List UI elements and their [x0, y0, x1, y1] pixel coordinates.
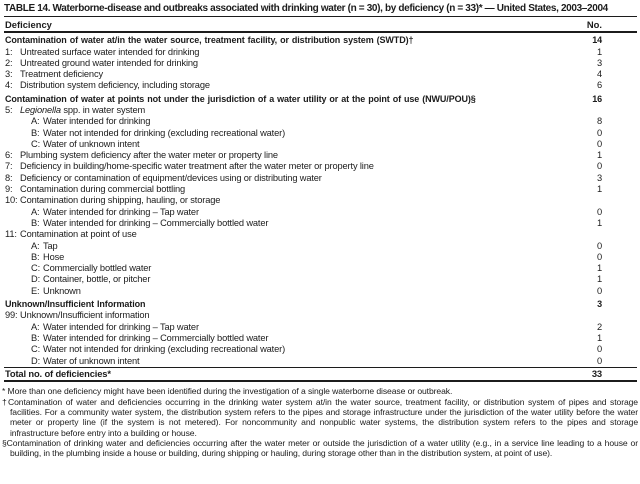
row-text: Water intended for drinking – Tap water [43, 321, 199, 332]
row-number: 8: [5, 172, 13, 183]
row-label [5, 310, 557, 321]
row-text: Unknown [43, 285, 81, 296]
row-label [5, 105, 557, 116]
row-text: Plumbing system deficiency after the water meter or property line [20, 150, 278, 161]
row-count: 1 [596, 263, 602, 274]
footnote: §Contamination of drinking water and deficiencies occurring after the water meter or outside the jurisdiction of a water utility (e.g., in a service line leading to a house or building, in the plumbing inside a house or building, during shipping or hauling, during storage other than in the distribution system, at point of use). [2, 437, 638, 459]
table-row [4, 116, 637, 127]
row-number: 3: [5, 69, 13, 80]
footnotes [4, 386, 638, 458]
row-label [5, 195, 557, 206]
row-text: Tap [43, 240, 58, 251]
row-text: Contamination of water at points not under the jurisdiction of a water utility or at the point of use (NWU/POU)§ [5, 93, 476, 104]
row-text: spp. in water system [60, 104, 146, 115]
row-number: C: [31, 138, 40, 149]
row-count: 0 [596, 206, 602, 217]
row-count: 8 [596, 116, 602, 127]
row-count: 0 [596, 127, 602, 138]
row-label [31, 218, 557, 229]
table-row [4, 263, 637, 274]
row-number: C: [31, 263, 40, 274]
table-row [4, 161, 637, 172]
row-number: 7: [5, 161, 13, 172]
row-label [5, 58, 557, 69]
table-header-row [4, 17, 637, 31]
row-count: 6 [596, 80, 602, 91]
row-label [31, 344, 557, 355]
row-count: 0 [596, 355, 602, 366]
row-label [31, 286, 557, 297]
row-number: C: [31, 344, 40, 355]
table-row [4, 207, 637, 218]
footnote: †Contamination of water and deficiencies occurring in the drinking water system at/in the water source, treatment facility, or distribution system of pipes and storage facilities. For a community water system, the distribution system refers to the pipes and storage infrastructure under the jurisdiction of the water utility before the water meter or property line (if the system is not metered). For noncommunity and nonpublic water systems, the distribution system refers to the pipes and storage infrastructure before entry into a building or house. [2, 396, 638, 438]
row-text: Hose [43, 251, 65, 262]
row-number: A: [31, 116, 40, 127]
table-row [4, 195, 637, 206]
row-label [5, 173, 557, 184]
row-count: 1 [596, 217, 602, 228]
row-number: 99: [5, 310, 18, 321]
table-row [4, 322, 637, 333]
table-row [4, 252, 637, 263]
row-text: Commercially bottled water [43, 263, 152, 274]
row-count: 0 [596, 138, 602, 149]
row-count: 0 [596, 344, 602, 355]
table-row [4, 105, 637, 116]
row-text: Water of unknown intent [43, 355, 140, 366]
table-row [4, 173, 637, 184]
row-label [5, 69, 557, 80]
row-number: B: [31, 127, 40, 138]
row-count: 0 [596, 251, 602, 262]
table-row [4, 69, 637, 80]
row-label [5, 229, 557, 240]
row-text: Distribution system deficiency, including storage [20, 80, 210, 91]
table-row [4, 94, 637, 105]
total-label: Total no. of deficiencies* [5, 367, 111, 379]
table-row [4, 184, 637, 195]
column-header-no: No. [586, 18, 602, 30]
row-number: A: [31, 206, 40, 217]
row-count: 16 [592, 93, 602, 104]
row-number: 1: [5, 46, 13, 57]
row-count: 1 [596, 46, 602, 57]
row-number: B: [31, 217, 40, 228]
row-number: A: [31, 321, 40, 332]
table-row [4, 58, 637, 69]
row-number: 6: [5, 150, 13, 161]
row-count: 4 [596, 69, 602, 80]
row-number: 10: [5, 195, 18, 206]
rule-below-header [4, 31, 637, 33]
row-number: B: [31, 251, 40, 262]
row-count: 0 [596, 240, 602, 251]
row-text: Container, bottle, or pitcher [43, 274, 151, 285]
table-row [4, 333, 637, 344]
row-label [31, 356, 557, 367]
row-label [5, 161, 557, 172]
table-title: TABLE 14. Waterborne-disease and outbreaks associated with drinking water (n = 30), by deficiency (n = 33)* — United States, 2003–2004 [4, 3, 608, 14]
row-text: Untreated ground water intended for drinking [20, 57, 198, 68]
row-label [5, 47, 557, 58]
row-number: 5: [5, 104, 13, 115]
total-count: 33 [591, 367, 602, 379]
row-count: 3 [596, 57, 602, 68]
row-count: 1 [596, 332, 602, 343]
row-text: Deficiency in building/home-specific water treatment after the water meter or property line [20, 161, 374, 172]
row-label [31, 274, 557, 285]
row-text: Water intended for drinking – Tap water [43, 206, 199, 217]
row-label [31, 128, 557, 139]
row-count: 1 [596, 274, 602, 285]
row-count: 1 [596, 150, 602, 161]
table-row [4, 139, 637, 150]
row-text: Treatment deficiency [20, 69, 103, 80]
table-row [4, 310, 637, 321]
row-text: Water intended for drinking [43, 116, 151, 127]
row-label [5, 150, 557, 161]
row-label [31, 139, 557, 150]
row-label [31, 322, 557, 333]
table-row [4, 299, 637, 310]
row-label [5, 184, 557, 195]
table-row [4, 218, 637, 229]
row-label [31, 241, 557, 252]
row-text: Contamination at point of use [20, 229, 137, 240]
row-label [5, 94, 557, 105]
row-count: 0 [596, 285, 602, 296]
row-number: 2: [5, 57, 13, 68]
total-row [4, 368, 637, 381]
row-number: E: [31, 285, 40, 296]
row-count: 2 [596, 321, 602, 332]
table-row [4, 128, 637, 139]
row-text: Untreated surface water intended for drinking [20, 46, 200, 57]
row-label [31, 252, 557, 263]
row-text: Unknown/Insufficient information [20, 310, 150, 321]
table-row [4, 274, 637, 285]
row-count: 14 [592, 35, 602, 46]
row-text: Deficiency or contamination of equipment/devices using or distributing water [20, 172, 322, 183]
table-row [4, 80, 637, 91]
row-text: Water intended for drinking – Commercially bottled water [43, 217, 269, 228]
table-body [4, 35, 637, 367]
table-row [4, 229, 637, 240]
row-label [5, 35, 557, 46]
row-label [31, 207, 557, 218]
row-text: Contamination during commercial bottling [20, 184, 186, 195]
row-text: Water not intended for drinking (excluding recreational water) [43, 344, 286, 355]
row-count: 3 [596, 172, 602, 183]
row-text: Water not intended for drinking (excluding recreational water) [43, 127, 286, 138]
row-count: 0 [596, 161, 602, 172]
row-number: B: [31, 332, 40, 343]
row-number: D: [31, 274, 40, 285]
row-number: A: [31, 240, 40, 251]
row-text: Water intended for drinking – Commercially bottled water [43, 332, 269, 343]
row-label [5, 80, 557, 91]
row-label [5, 299, 557, 310]
row-label [31, 116, 557, 127]
row-count: 3 [597, 299, 602, 310]
row-italic-text: Legionella [20, 104, 61, 115]
row-number: 11: [5, 229, 17, 240]
footnote: * More than one deficiency might have been identified during the investigation of a single waterborne disease or outbreak. [2, 386, 453, 397]
row-text: Unknown/Insufficient Information [5, 299, 146, 310]
table-row [4, 241, 637, 252]
table-row [4, 35, 637, 46]
row-text: Contamination during shipping, hauling, or storage [20, 195, 221, 206]
table-row [4, 47, 637, 58]
row-number: 9: [5, 184, 13, 195]
row-number: D: [31, 355, 40, 366]
row-number: 4: [5, 80, 13, 91]
table-row [4, 286, 637, 297]
rule-table-bottom [4, 380, 637, 382]
row-text: Contamination of water at/in the water source, treatment facility, or distribution system (SWTD)† [5, 35, 414, 46]
table-row [4, 150, 637, 161]
table-row [4, 356, 637, 367]
row-label [31, 333, 557, 344]
row-count: 1 [596, 184, 602, 195]
row-text: Water of unknown intent [43, 138, 140, 149]
table-row [4, 344, 637, 355]
row-label [31, 263, 557, 274]
column-header-deficiency: Deficiency [5, 18, 52, 30]
